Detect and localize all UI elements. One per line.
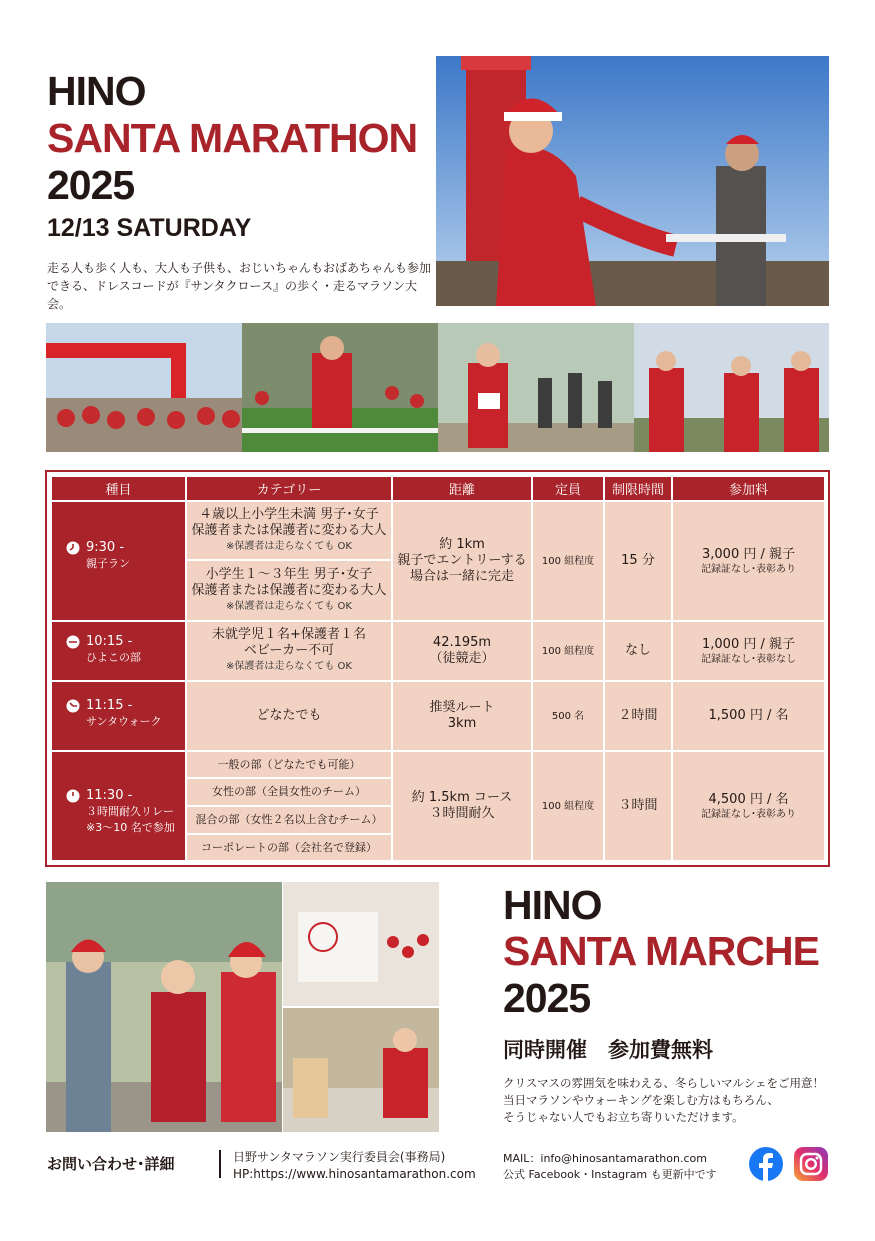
relay-subcategory: 女性の部（全員女性のチーム） bbox=[187, 779, 391, 805]
row3-fee: 1,500 円 / 名 bbox=[673, 682, 824, 750]
row3-time-limit: ２時間 bbox=[605, 682, 671, 750]
distance-line: （徒競走） bbox=[429, 651, 495, 666]
photo-cheering-santas bbox=[634, 323, 829, 452]
row1-time-cell bbox=[52, 502, 185, 620]
title-line-hino: HINO bbox=[47, 68, 146, 114]
row2-category bbox=[187, 622, 391, 680]
start-time: 10:15 - bbox=[86, 634, 133, 649]
fee-note: 記録証なし･表彰なし bbox=[701, 653, 796, 665]
time-row bbox=[66, 698, 132, 714]
description-line: できる、ドレスコードが『サンタクロース』の歩く・走るマラソン大会。 bbox=[47, 279, 417, 311]
col-header-capacity: 定員 bbox=[533, 477, 603, 500]
event-date: 12/13 SATURDAY bbox=[47, 214, 252, 242]
category-line: 未就学児１名+保護者１名 bbox=[212, 627, 366, 642]
distance-line: 42.195m bbox=[432, 635, 492, 650]
row4-time-limit: ３時間 bbox=[605, 752, 671, 860]
distance-line: ３時間耐久 bbox=[429, 806, 495, 821]
fee-note: 記録証なし･表彰あり bbox=[701, 808, 796, 820]
row2-time-cell bbox=[52, 622, 185, 680]
row4-capacity: 100 組程度 bbox=[533, 752, 603, 860]
fee-note: 記録証なし･表彰あり bbox=[701, 563, 796, 575]
start-time: 11:30 - bbox=[86, 788, 133, 803]
clock-icon bbox=[66, 699, 80, 713]
col-header-distance: 距離 bbox=[393, 477, 531, 500]
distance-line: 場合は一緒に完走 bbox=[409, 569, 514, 584]
mail-address[interactable]: MAIL：info@hinosantamarathon.com bbox=[503, 1152, 707, 1165]
row2-distance bbox=[393, 622, 531, 680]
footer-contact bbox=[503, 1151, 717, 1183]
distance-line: 約 1km bbox=[439, 537, 485, 552]
instagram-glyph bbox=[794, 1147, 828, 1181]
clock-icon bbox=[66, 541, 80, 555]
marche-title-hino: HINO bbox=[503, 882, 602, 928]
col-header-fee: 参加料 bbox=[673, 477, 824, 500]
event-name: ひよこの部 bbox=[86, 651, 141, 664]
row3-time-cell bbox=[52, 682, 185, 750]
instagram-icon[interactable] bbox=[794, 1147, 828, 1181]
description-line: 走る人も歩く人も、大人も子供も、おじいちゃんもおばあちゃんも参加 bbox=[47, 261, 432, 275]
photo-start-arch bbox=[46, 323, 242, 452]
event-description bbox=[47, 259, 437, 313]
row1-category-a bbox=[187, 502, 391, 559]
marche-desc-line: そうじゃない人でもお立ち寄りいただけます。 bbox=[503, 1110, 744, 1124]
category-line: 保護者または保護者に変わる大人 bbox=[191, 582, 387, 598]
category-note: ※保護者は走らなくても OK bbox=[226, 661, 352, 672]
col-header-category: カテゴリー bbox=[187, 477, 391, 500]
title-line-year: 2025 bbox=[47, 162, 135, 208]
relay-subcategory: 一般の部（どなたでも可能） bbox=[187, 752, 391, 777]
event-name: 親子ラン bbox=[86, 557, 130, 570]
row2-capacity: 100 組程度 bbox=[533, 622, 603, 680]
row3-capacity: 500 名 bbox=[533, 682, 603, 750]
photo-marche-goods bbox=[283, 882, 439, 1006]
row1-category-b bbox=[187, 561, 391, 620]
photo-marche-santa-women bbox=[46, 882, 282, 1132]
event-note: ※3～10 名で参加 bbox=[86, 821, 175, 834]
hero-photo-santa-runners bbox=[436, 56, 829, 306]
contact-label: お問い合わせ･詳細 bbox=[47, 1155, 175, 1173]
distance-line: 約 1.5km コース bbox=[411, 790, 513, 805]
col-header-time-limit: 制限時間 bbox=[605, 477, 671, 500]
marche-subtitle: 同時開催 参加費無料 bbox=[503, 1038, 713, 1062]
row1-time-limit: 15 分 bbox=[605, 502, 671, 620]
category-line: 保護者または保護者に変わる大人 bbox=[191, 522, 387, 538]
photo-marche-stall bbox=[283, 1008, 439, 1132]
marche-title-year: 2025 bbox=[503, 975, 591, 1021]
event-name: ３時間耐久リレー bbox=[86, 805, 174, 818]
sns-note: 公式 Facebook・Instagram も更新中です bbox=[503, 1168, 717, 1181]
footer-divider bbox=[219, 1150, 221, 1178]
category-line: ベビーカー不可 bbox=[243, 643, 335, 658]
fee-amount: 3,000 円 / 親子 bbox=[702, 546, 795, 562]
distance-line: 3km bbox=[447, 716, 477, 731]
category-line: ４歳以上小学生未満 男子･女子 bbox=[199, 506, 379, 522]
facebook-glyph bbox=[749, 1147, 783, 1181]
marche-desc-line: 当日マラソンやウォーキングを楽しむ方はもちろん、 bbox=[503, 1093, 779, 1107]
row1-fee bbox=[673, 502, 824, 620]
row2-fee bbox=[673, 622, 824, 680]
title-line-santa-marathon: SANTA MARATHON bbox=[47, 115, 418, 161]
clock-icon bbox=[66, 635, 80, 649]
clock-icon bbox=[66, 789, 80, 803]
row1-distance bbox=[393, 502, 531, 620]
distance-line: 親子でエントリーする bbox=[397, 553, 527, 568]
row4-time-cell bbox=[52, 752, 185, 860]
fee-amount: 4,500 円 / 名 bbox=[708, 791, 789, 807]
start-time: 11:15 - bbox=[86, 698, 133, 713]
footer-organizer bbox=[233, 1149, 476, 1183]
row4-distance bbox=[393, 752, 531, 860]
row3-distance bbox=[393, 682, 531, 750]
fee-amount: 1,000 円 / 親子 bbox=[702, 636, 795, 652]
photo-runners-grass bbox=[242, 323, 438, 452]
row4-fee bbox=[673, 752, 824, 860]
col-header-event: 種目 bbox=[52, 477, 185, 500]
event-name: サンタウォーク bbox=[86, 715, 162, 728]
relay-subcategory: コーポレートの部（会社名で登録） bbox=[187, 835, 391, 860]
row3-category: どなたでも bbox=[187, 682, 391, 750]
time-row bbox=[66, 634, 132, 650]
distance-line: 推奨ルート bbox=[429, 700, 495, 715]
marche-description bbox=[503, 1075, 824, 1126]
start-time: 9:30 - bbox=[86, 540, 125, 555]
facebook-icon[interactable] bbox=[749, 1147, 783, 1181]
category-note: ※保護者は走らなくても OK bbox=[226, 600, 352, 612]
photo-santa-girl bbox=[438, 323, 634, 452]
organizer-name: 日野サンタマラソン実行委員会(事務局) bbox=[233, 1150, 446, 1164]
category-note: ※保護者は走らなくても OK bbox=[226, 540, 352, 552]
marche-desc-line: クリスマスの雰囲気を味わえる、冬らしいマルシェをご用意！ bbox=[503, 1076, 825, 1090]
row1-capacity: 100 組程度 bbox=[533, 502, 603, 620]
row2-time-limit: なし bbox=[605, 622, 671, 680]
marche-title-santa-marche: SANTA MARCHE bbox=[503, 928, 819, 974]
category-line: 小学生１～３年生 男子･女子 bbox=[205, 566, 373, 582]
relay-subcategory: 混合の部（女性２名以上含むチーム） bbox=[187, 807, 391, 833]
time-row bbox=[66, 540, 124, 556]
time-row bbox=[66, 788, 132, 804]
homepage-link[interactable]: HP:https://www.hinosantamarathon.com bbox=[233, 1167, 476, 1181]
